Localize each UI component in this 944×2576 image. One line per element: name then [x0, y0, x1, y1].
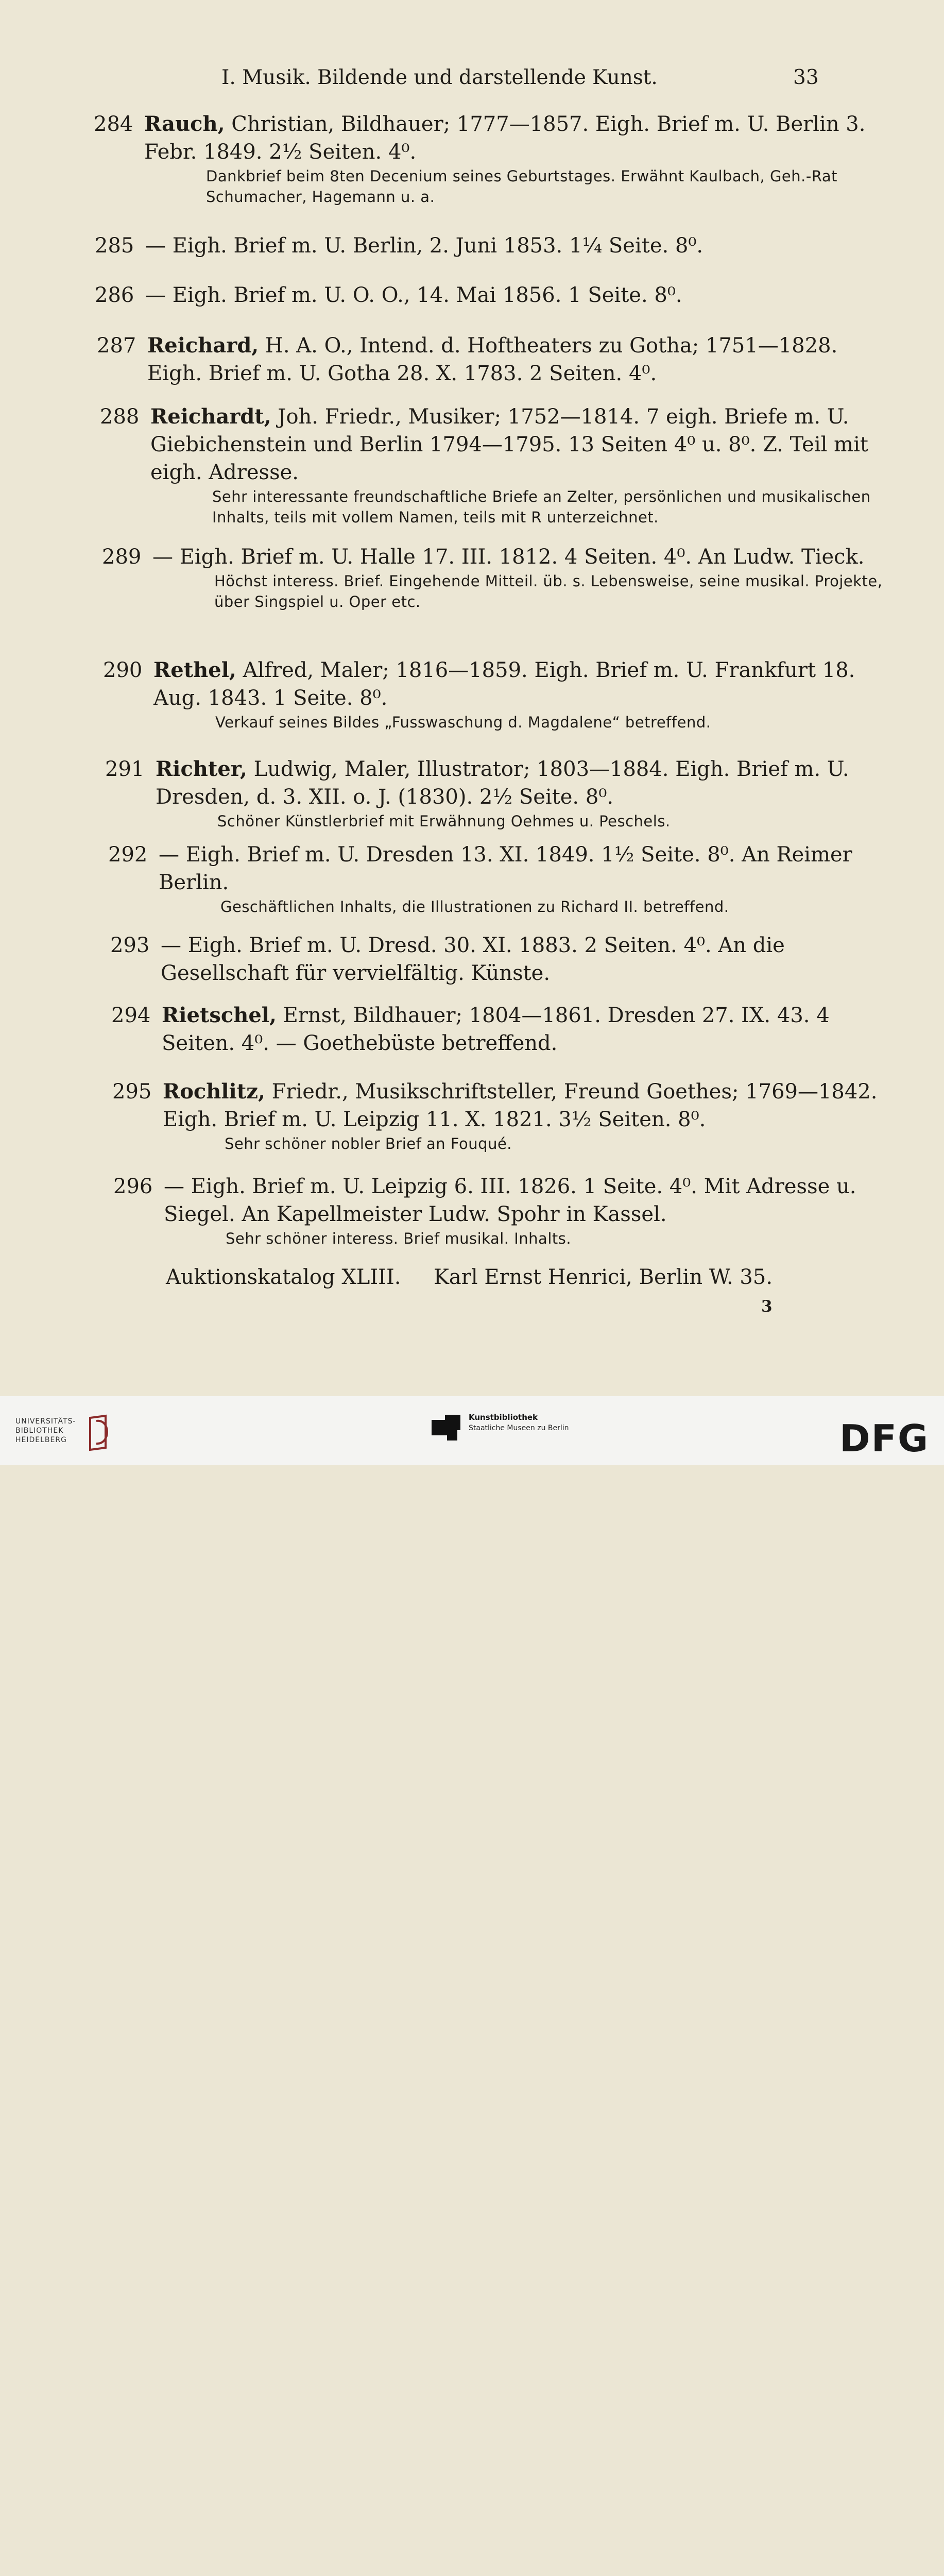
institution-bar — [0, 1396, 944, 1465]
entry-name: Reichard, — [147, 333, 259, 358]
kb-title: Kunstbibliothek — [469, 1413, 538, 1422]
ub-emblem-icon — [85, 1414, 116, 1451]
entry-text: H. A. O., Intend. d. Hoftheaters zu Gotha; 1751—1828. Eigh. Brief m. U. Gotha 28. X. 1783. 2 Seiten. 4⁰. — [147, 334, 838, 385]
entry-text: — Eigh. Brief m. U. Leipzig 6. III. 1826. 1 Seite. 4⁰. Mit Adresse u. Siegel. An Kapellmeister Ludw. Spohr in Kassel. — [164, 1175, 856, 1226]
ub-line: HEIDELBERG — [15, 1436, 67, 1444]
catalog-entry — [111, 1002, 903, 1057]
lot-number: 290 — [103, 658, 143, 682]
lot-number: 291 — [105, 757, 145, 781]
lot-number: 293 — [110, 934, 150, 957]
entry-text: Ernst, Bildhauer; 1804—1861. Dresden 27. IX. 43. 4 Seiten. 4⁰. — Goethebüste betreffend. — [162, 1004, 830, 1055]
entry-name: Rochlitz, — [163, 1079, 265, 1104]
catalog-entry — [113, 1173, 905, 1249]
entry-text: Friedr., Musikschriftsteller, Freund Goethes; 1769—1842. Eigh. Brief m. U. Leipzig 11. X. 1821. 3½ Seiten. 8⁰. — [163, 1080, 878, 1131]
lot-number: 288 — [100, 405, 140, 429]
lot-number: 289 — [102, 545, 142, 569]
catalog-entry — [97, 332, 889, 387]
entry-text: Ludwig, Maler, Illustrator; 1803—1884. Eigh. Brief m. U. Dresden, d. 3. XII. o. J. (1830). 2½ Seite. 8⁰. — [156, 757, 849, 809]
entry-text: — Eigh. Brief m. U. O. O., 14. Mai 1856. 1 Seite. 8⁰. — [145, 283, 682, 307]
entry-name: Reichardt, — [150, 404, 271, 429]
lot-number: 292 — [108, 843, 148, 867]
publisher: Karl Ernst Henrici, Berlin W. 35. — [434, 1265, 773, 1289]
ub-line: BIBLIOTHEK — [15, 1427, 64, 1435]
catalog-entry — [112, 1078, 904, 1154]
entry-note: Sehr schöner nobler Brief an Fouqué. — [225, 1135, 512, 1153]
section-title: I. Musik. Bildende und darstellende Kunst. — [221, 66, 658, 89]
catalog-entry — [100, 403, 892, 528]
lot-number: 286 — [95, 283, 134, 307]
entry-name: Richter, — [156, 757, 247, 781]
entry-note: Verkauf seines Bildes „Fusswaschung d. Magdalene“ betreffend. — [215, 714, 711, 731]
lot-number: 296 — [113, 1175, 153, 1198]
catalog-entry — [110, 931, 902, 987]
entry-note: Höchst interess. Brief. Eingehende Mitteil. üb. s. Lebensweise, seine musikal. Projekte, über Singspiel u. Oper etc. — [214, 572, 883, 611]
kunstbibliothek-icon — [432, 1415, 461, 1442]
entry-text: Joh. Friedr., Musiker; 1752—1814. 7 eigh. Briefe m. U. Giebichenstein und Berlin 1794—1795. 13 Seiten 4⁰ u. 8⁰. Z. Teil mit eigh. Adresse. — [150, 405, 868, 484]
entry-note: Schöner Künstlerbrief mit Erwähnung Oehmes u. Peschels. — [217, 812, 671, 830]
entry-text: — Eigh. Brief m. U. Dresden 13. XI. 1849. 1½ Seite. 8⁰. An Reimer Berlin. — [159, 843, 852, 894]
catalog-footer — [166, 1265, 773, 1289]
entry-note: Geschäftlichen Inhalts, die Illustrationen zu Richard II. betreffend. — [220, 898, 729, 916]
catalog-title: Auktionskatalog XLIII. — [166, 1265, 401, 1289]
entry-text: — Eigh. Brief m. U. Dresd. 30. XI. 1883. 2 Seiten. 4⁰. An die Gesellschaft für vervielfältig. Künste. — [161, 934, 785, 985]
catalog-entry — [94, 110, 886, 207]
catalog-entry — [95, 232, 887, 260]
sheet-number: 3 — [761, 1297, 773, 1316]
ub-line: UNIVERSITÄTS- — [15, 1417, 76, 1426]
entry-name: Rietschel, — [162, 1003, 277, 1027]
lot-number: 287 — [97, 334, 136, 358]
entry-note: Sehr schöner interess. Brief musikal. Inhalts. — [226, 1230, 572, 1247]
catalog-entry — [103, 656, 895, 733]
dfg-logo[interactable]: DFG — [839, 1417, 930, 1460]
lot-number: 285 — [95, 234, 134, 258]
entry-text: — Eigh. Brief m. U. Halle 17. III. 1812. 4 Seiten. 4⁰. An Ludw. Tieck. — [152, 545, 865, 569]
lot-number: 294 — [111, 1004, 151, 1027]
entry-text: — Eigh. Brief m. U. Berlin, 2. Juni 1853. 1¼ Seite. 8⁰. — [145, 234, 703, 258]
catalog-entry — [105, 755, 897, 832]
entry-note: Sehr interessante freundschaftliche Briefe an Zelter, persönlichen und musikalischen Inhalts, teils mit vollem Namen, teils mit R unterzeichnet. — [212, 488, 871, 526]
kb-subtitle: Staatliche Museen zu Berlin — [469, 1424, 569, 1432]
ub-heidelberg-logo[interactable] — [15, 1417, 76, 1445]
entry-text: Christian, Bildhauer; 1777—1857. Eigh. Brief m. U. Berlin 3. Febr. 1849. 2½ Seiten. 4⁰. — [144, 112, 866, 164]
catalog-entry — [108, 841, 900, 917]
entry-note: Dankbrief beim 8ten Decenium seines Geburtstages. Erwähnt Kaulbach, Geh.-Rat Schumacher, Hagemann u. a. — [206, 167, 837, 206]
entry-name: Rauch, — [144, 112, 225, 136]
catalog-entry — [95, 281, 887, 309]
entry-name: Rethel, — [153, 658, 236, 682]
lot-number: 295 — [112, 1080, 152, 1104]
entry-text: Alfred, Maler; 1816—1859. Eigh. Brief m. U. Frankfurt 18. Aug. 1843. 1 Seite. 8⁰. — [153, 658, 855, 710]
lot-number: 284 — [94, 112, 133, 136]
page-number: 33 — [793, 66, 819, 89]
catalog-entry — [102, 543, 894, 612]
